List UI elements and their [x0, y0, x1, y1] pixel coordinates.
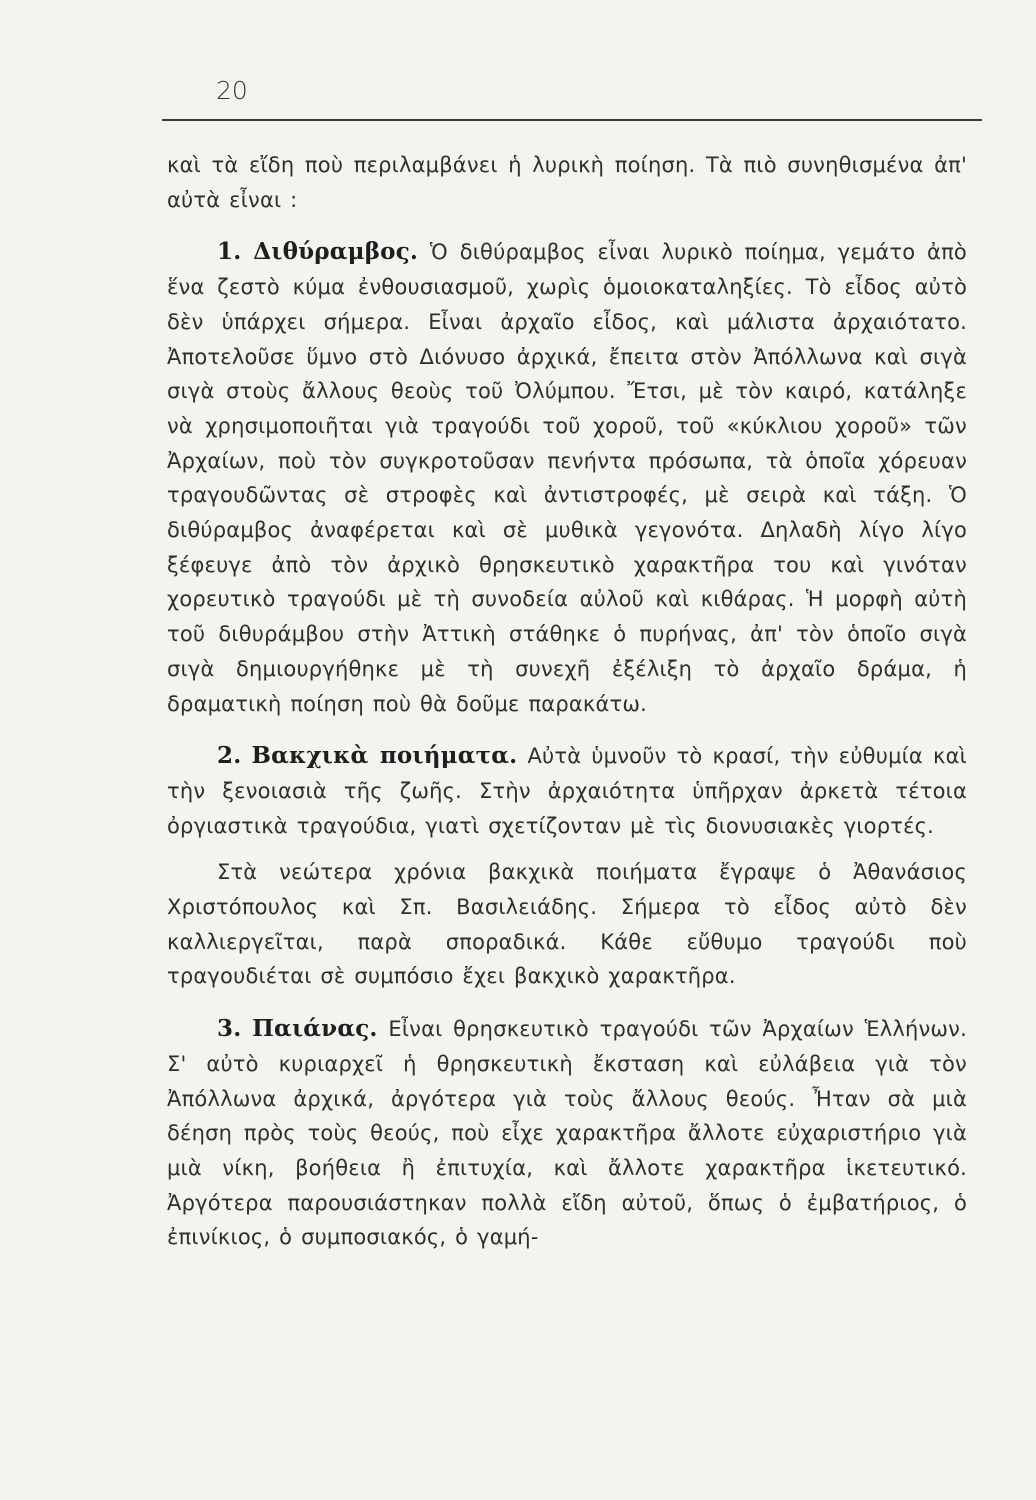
section-dithyramb — [167, 235, 967, 721]
section-title: Παιάνας. — [252, 1015, 378, 1043]
section-title: Διθύραμβος. — [253, 238, 419, 266]
header-rule — [162, 119, 982, 121]
page-number: 20 — [216, 76, 248, 105]
section-number: 1. — [217, 238, 242, 266]
section-number: 2. — [217, 742, 242, 770]
intro-paragraph: καὶ τὰ εἴδη ποὺ περιλαμβάνει ἡ λυρικὴ ποίηση. Τὰ πιὸ συνηθισμένα ἀπ' αὐτὰ εἶναι : — [167, 153, 967, 212]
section-bacchic-extra: Στὰ νεώτερα χρόνια βακχικὰ ποιήματα ἔγραψε ὁ Ἀθανάσιος Χριστόπουλος καὶ Σπ. Βασιλειάδης. Σήμερα τὸ εἶδος αὐτὸ δὲν καλλιεργεῖται, παρὰ σποραδικά. Κάθε εὔθυμο τραγούδι ποὺ τραγουδιέται σὲ συμπόσιο ἔχει βακχικὸ χαρακτῆρα. — [167, 860, 967, 989]
section-text: Ὁ διθύραμβος εἶναι λυρικὸ ποίημα, γεμάτο ἀπὸ ἕνα ζεστὸ κύμα ἐνθουσιασμοῦ, χωρὶς ὁμοιοκαταληξίες. Τὸ εἶδος αὐτὸ δὲν ὑπάρχει σήμερα. Εἶναι ἀρχαῖο εἶδος, καὶ μάλιστα ἀρχαιότατο. Ἀποτελοῦσε ὕμνο στὸ Διόνυσο ἀρχικά, ἔπειτα στὸν Ἀπόλλωνα καὶ σιγὰ σιγὰ στοὺς ἄλλους θεοὺς τοῦ Ὀλύμπου. Ἔτσι, μὲ τὸν καιρό, κατάληξε νὰ χρησιμοποιῆται γιὰ τραγούδι τοῦ χοροῦ, τοῦ «κύκλιου χοροῦ» τῶν Ἀρχαίων, ποὺ τὸν συγκροτοῦσαν πενήντα πρόσωπα, τὰ ὁποῖα χόρευαν τραγουδῶντας σὲ στροφὲς καὶ ἀντιστροφές, μὲ σειρὰ καὶ τάξη. Ὁ διθύραμβος ἀναφέρεται καὶ σὲ μυθικὰ γεγονότα. Δηλαδὴ λίγο λίγο ξέφευγε ἀπὸ τὸν ἀρχικὸ θρησκευτικὸ χαρακτῆρα του καὶ γινόταν χορευτικὸ τραγούδι μὲ τὴ συνοδεία αὐλοῦ καὶ κιθάρας. Ἡ μορφὴ αὐτὴ τοῦ διθυράμβου στὴν Ἀττικὴ στάθηκε ὁ πυρήνας, ἀπ' τὸν ὁποῖο σιγὰ σιγὰ δημιουργήθηκε μὲ τὴ συνεχῆ ἐξέλιξη τὸ ἀρχαῖο δράμα, ἡ δραματικὴ ποίηση ποὺ θὰ δοῦμε παρακάτω. — [167, 240, 967, 716]
section-text: Εἶναι θρησκευτικὸ τραγούδι τῶν Ἀρχαίων Ἑλλήνων. Σ' αὐτὸ κυριαρχεῖ ἡ θρησκευτικὴ ἔκσταση καὶ εὐλάβεια γιὰ τὸν Ἀπόλλωνα ἀρχικά, ἀργότερα γιὰ τοὺς ἄλλους θεούς. Ἦταν σὰ μιὰ δέηση πρὸς τοὺς θεούς, ποὺ εἶχε χαρακτῆρα ἄλλοτε εὐχαριστήριο γιὰ μιὰ νίκη, βοήθεια ἢ ἐπιτυχία, καὶ ἄλλοτε χαρακτῆρα ἱκετευτικό. Ἀργότερα παρουσιάστηκαν πολλὰ εἴδη αὐτοῦ, ὅπως ὁ ἐμβατήριος, ὁ ἐπινίκιος, ὁ συμποσιακός, ὁ γαμή- — [167, 1017, 967, 1250]
section-text: Αὐτὰ ὑμνοῦν τὸ κρασί, τὴν εὐθυμία καὶ τὴν ξενοιασιὰ τῆς ζωῆς. Στὴν ἀρχαιότητα ὑπῆρχαν ἀρκετὰ τέτοια ὀργιαστικὰ τραγούδια, γιατὶ σχετίζονταν μὲ τὶς διονυσιακὲς γιορτές. — [167, 744, 967, 838]
section-title: Βακχικὰ ποιήματα. — [251, 742, 518, 770]
section-number: 3. — [217, 1015, 242, 1043]
page-body — [167, 148, 967, 1255]
section-bacchic-poems — [167, 739, 967, 843]
section-paean — [167, 1012, 967, 1255]
